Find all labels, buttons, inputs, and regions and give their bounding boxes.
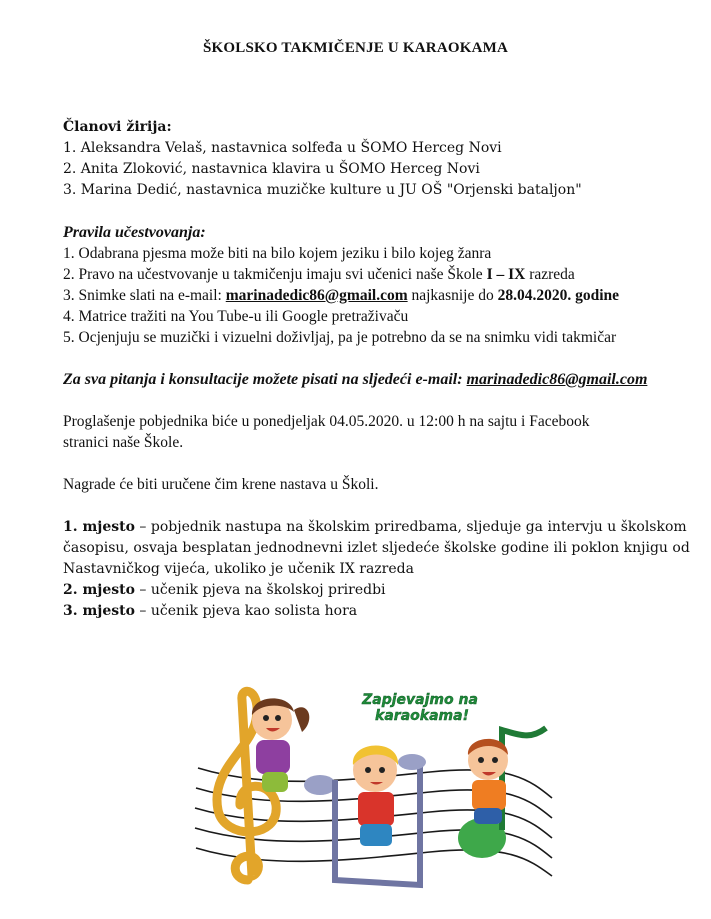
- rule-text: 3. Snimke slati na e-mail:: [63, 287, 226, 304]
- jury-member: 2. Anita Zloković, nastavnica klavira u ŠOMO Herceg Novi: [63, 161, 480, 177]
- prize-text: učenik pjeva kao solista hora: [150, 603, 358, 619]
- announcement: [63, 411, 681, 453]
- rule-item: 1. Odabrana pjesma može biti na bilo kojem jeziku i bilo kojeg žanra: [63, 245, 492, 262]
- deadline-date: 28.04.2020. godine: [497, 287, 620, 304]
- prize-text: učenik pjeva na školskoj priredbi: [150, 582, 386, 598]
- submission-email-link[interactable]: marinadedic86@gmail.com: [225, 287, 408, 304]
- prize-dash: –: [134, 603, 151, 619]
- prizes-section: [63, 517, 690, 622]
- jury-section: [63, 117, 681, 201]
- prize-dash: –: [134, 519, 151, 535]
- awards-note: Nagrade će biti uručene čim krene nastava u Školi.: [63, 476, 379, 493]
- contact-line: [63, 369, 681, 390]
- prize-place: 1. mjesto: [63, 519, 135, 535]
- rule-text: razreda: [525, 266, 575, 283]
- illustration-caption-line2: karaokama!: [375, 708, 469, 724]
- jury-member: 3. Marina Dedić, nastavnica muzičke kulture u JU OŠ "Orjenski bataljon": [63, 182, 582, 198]
- prize-item: [63, 517, 687, 538]
- prize-text: Nastavničkog vijeća, ukoliko je učenik IX razreda: [63, 561, 414, 577]
- announcement-line: Proglašenje pobjednika biće u ponedjeljak 04.05.2020. u 12:00 h na sajtu i Facebook: [63, 413, 590, 430]
- jury-member: 1. Aleksandra Velaš, nastavnica solfeđa u ŠOMO Herceg Novi: [63, 140, 502, 156]
- contact-text: Za sva pitanja i konsultacije možete pisati na sljedeći e-mail:: [63, 371, 467, 388]
- prize-place: 2. mjesto: [63, 582, 135, 598]
- rules-section: [63, 222, 681, 348]
- jury-heading: Članovi žirija:: [63, 119, 172, 135]
- rule-item: [63, 285, 681, 306]
- prize-item: [63, 601, 681, 622]
- karaoke-illustration: [190, 680, 560, 910]
- grade-range: I – IX: [486, 266, 526, 283]
- prize-item: [63, 580, 681, 601]
- rule-item: 4. Matrice tražiti na You Tube-u ili Google pretraživaču: [63, 308, 409, 325]
- rule-text: najkasnije do: [407, 287, 498, 304]
- document-title: ŠKOLSKO TAKMIČENJE U KARAOKAMA: [202, 40, 509, 56]
- girl-character: [252, 698, 309, 792]
- contact-email-link[interactable]: marinadedic86@gmail.com: [466, 371, 648, 388]
- prize-dash: –: [134, 582, 151, 598]
- announcement-line: stranici naše Škole.: [63, 434, 184, 451]
- rule-item: [63, 264, 681, 285]
- rule-text: 2. Pravo na učestvovanje u takmičenju imaju svi učenici naše Škole: [63, 266, 487, 283]
- prize-text: pobjednik nastupa na školskim priredbama, sljeduje ga intervju u školskom: [150, 519, 687, 535]
- boy-character-center: [353, 745, 398, 846]
- rules-heading: Pravila učestvovanja:: [63, 224, 206, 241]
- prize-place: 3. mjesto: [63, 603, 135, 619]
- prize-text: časopisu, osvaja besplatan jednodnevni izlet sljedeće školske godine ili poklon knjigu od: [63, 540, 690, 556]
- rule-item: 5. Ocjenjuju se muzički i vizuelni doživljaj, pa je potrebno da se na snimku vidi takmičar: [63, 329, 617, 346]
- illustration-caption-line1: Zapjevajmo na: [362, 692, 478, 708]
